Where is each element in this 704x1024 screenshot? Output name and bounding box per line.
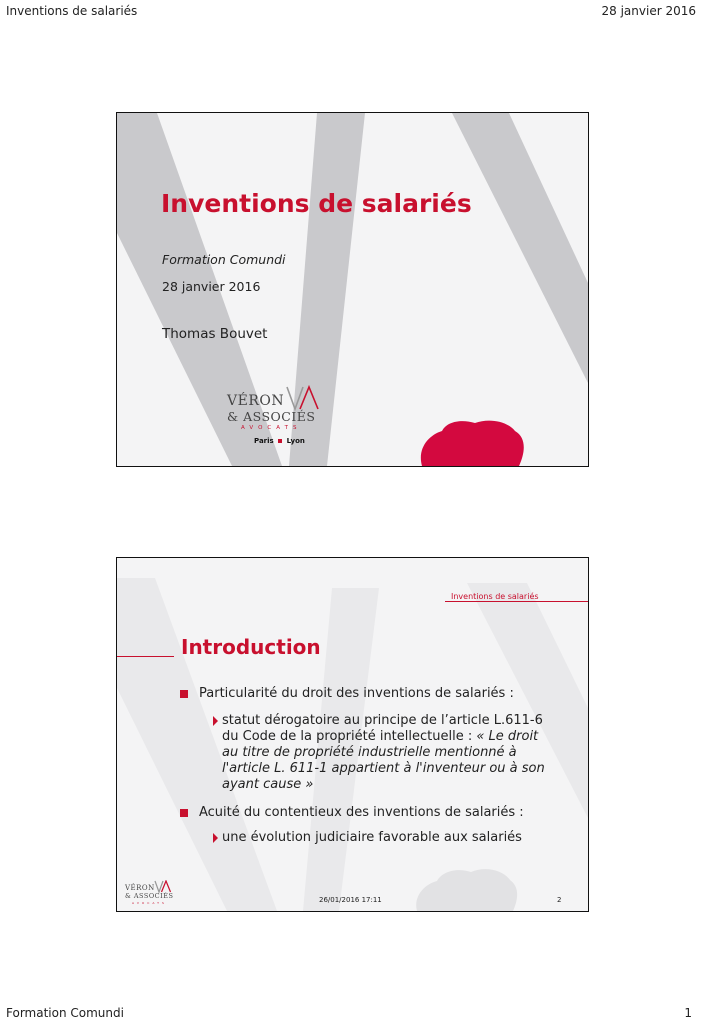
veron-associes-logo	[125, 880, 185, 906]
logo-line1: VÉRON	[125, 884, 155, 892]
sub-bullet-text	[222, 713, 545, 793]
slide-title: Introduction	[181, 635, 321, 659]
slide-date: 28 janvier 2016	[162, 279, 261, 294]
logo-line2: & ASSOCIÉS	[125, 892, 174, 900]
svg-text:VA	[157, 885, 158, 886]
slide-timestamp: 26/01/2016 17:11	[319, 896, 382, 904]
page-number: 1	[684, 1006, 692, 1020]
quote-line: ayant cause »	[222, 777, 314, 792]
logo-line3: AVOCATS	[241, 425, 302, 431]
logo-line3: AVOCATS	[132, 901, 167, 905]
slide-page-number: 2	[557, 896, 562, 904]
bullet-text: Particularité du droit des inventions de salariés :	[199, 686, 514, 701]
svg-text:VA: VA	[291, 397, 293, 398]
logo-city-lyon: Lyon	[286, 437, 305, 445]
slide-subtitle: Formation Comundi	[162, 252, 286, 267]
logo-line2: & ASSOCIÉS	[227, 409, 316, 424]
quote-line: l'article L. 611-1 appartient à l'inventeur ou à son	[222, 761, 545, 776]
slide-header-tag: Inventions de salariés	[451, 592, 539, 601]
page-header-title: Inventions de salariés	[6, 4, 138, 18]
page-header-date: 28 janvier 2016	[601, 4, 696, 18]
quote-start: « Le droit	[476, 729, 539, 744]
logo-city-paris: Paris	[254, 437, 274, 445]
sub-bullet-line	[222, 729, 545, 745]
red-rose-graphic	[421, 421, 524, 466]
arrow-bullet-icon	[213, 833, 218, 843]
sub-bullet-line-plain: du Code de la propriété intellectuelle :	[222, 729, 477, 744]
slide-author: Thomas Bouvet	[162, 326, 268, 342]
bullet-text: Acuité du contentieux des inventions de salariés :	[199, 805, 524, 820]
grey-rose-graphic	[416, 869, 517, 911]
sub-bullet-line: statut dérogatoire au principe de l’article L.611-6	[222, 713, 543, 728]
slide-1	[116, 112, 589, 467]
logo-va-monogram	[285, 385, 325, 411]
arrow-bullet-icon	[213, 716, 218, 726]
page-footer-label: Formation Comundi	[6, 1006, 124, 1020]
square-bullet-icon	[180, 690, 188, 698]
slide-2	[116, 557, 589, 912]
sub-bullet-text: une évolution judiciaire favorable aux salariés	[222, 830, 522, 845]
header-underline	[445, 601, 588, 602]
city-separator-square	[278, 439, 282, 443]
logo-cities	[254, 437, 305, 445]
logo-line1: VÉRON	[227, 393, 285, 409]
slide-title: Inventions de salariés	[161, 189, 472, 218]
square-bullet-icon	[180, 809, 188, 817]
title-rule	[117, 656, 174, 657]
quote-line: au titre de propriété industrielle mentionné à	[222, 745, 517, 760]
veron-associes-logo	[227, 385, 337, 447]
